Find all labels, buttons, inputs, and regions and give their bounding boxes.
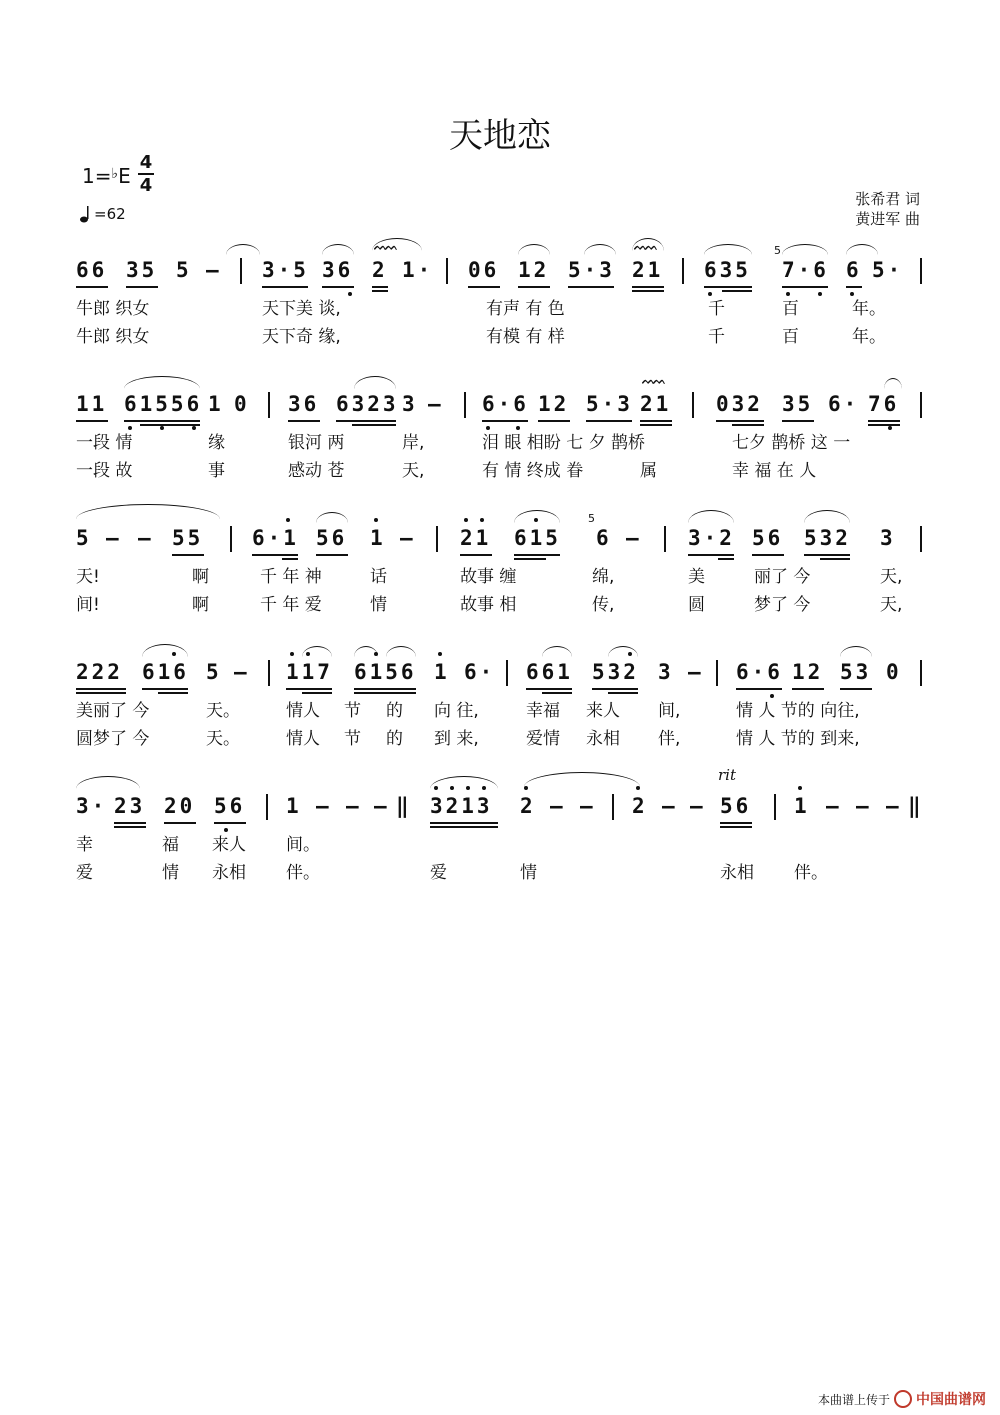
note-group: 5·3	[568, 258, 615, 282]
note-group: 615	[514, 526, 561, 550]
notation-line: 66 35 5 – 3·5 36 2 1· 06 12 5·3 21 635 7·6 6 5· ᨓᨓ ᨓᨓ 5	[76, 250, 926, 294]
barline	[716, 660, 718, 686]
quarter-note-icon	[80, 205, 90, 223]
barline	[268, 660, 270, 686]
note: 3	[880, 526, 896, 550]
note-group: 36	[322, 258, 354, 282]
note-group: 6156	[354, 660, 417, 684]
score-system-2	[76, 374, 926, 484]
composer-credit: 黄进军 曲	[855, 210, 920, 228]
dash: –	[550, 794, 566, 818]
dash: –	[346, 794, 362, 818]
note-group: 21	[640, 392, 672, 416]
barline	[268, 392, 270, 418]
note-group: 532	[592, 660, 639, 684]
lyricist-credit: 张希君 词	[855, 190, 920, 208]
site-brand-link[interactable]: 中国曲谱网	[916, 1392, 986, 1408]
note-group: 12	[538, 392, 570, 416]
note-group: 032	[716, 392, 763, 416]
barline	[682, 258, 684, 284]
score-system-4	[76, 652, 926, 752]
dash: –	[626, 526, 642, 550]
note: 5·	[872, 258, 904, 282]
barline	[692, 392, 694, 418]
note-group: 56	[316, 526, 348, 550]
note: 5	[206, 660, 222, 684]
score-system-3	[76, 512, 926, 618]
note: 6·	[828, 392, 860, 416]
score-system-1	[76, 240, 926, 350]
note-group: 61556	[124, 392, 203, 416]
ritardando-marking: rit	[718, 766, 736, 784]
note-group: 06	[468, 258, 500, 282]
barline	[266, 794, 268, 820]
dash: –	[234, 660, 250, 684]
barline	[612, 794, 614, 820]
note: 5	[176, 258, 192, 282]
lyric-line-verse-2: 圆梦了 今 天。 情人 节 的 到 来, 爱情 永相 伴, 情 人 节的 到来,	[76, 729, 860, 749]
dash: –	[316, 794, 332, 818]
note-group: 6·6	[736, 660, 783, 684]
note-group: 12	[792, 660, 824, 684]
note: 6	[596, 526, 612, 550]
note-group: 20	[164, 794, 196, 818]
note: 5	[76, 526, 92, 550]
note-group: 66	[76, 258, 108, 282]
site-logo-icon	[894, 1390, 912, 1408]
note-group: 3213	[430, 794, 493, 818]
dash: –	[690, 794, 706, 818]
note: 2	[632, 794, 648, 818]
note-group: 117	[286, 660, 333, 684]
barline	[436, 526, 438, 552]
note-group: 56	[720, 794, 752, 818]
note: 3·	[76, 794, 108, 818]
barline	[240, 258, 242, 284]
barline	[920, 660, 922, 686]
dash: –	[826, 794, 842, 818]
note-group: 23	[114, 794, 146, 818]
note-group: 35	[782, 392, 814, 416]
note-group: 6·6	[482, 392, 529, 416]
note-group: 53	[840, 660, 872, 684]
dash: –	[106, 526, 122, 550]
dash: –	[662, 794, 678, 818]
note-group: 3·5	[262, 258, 309, 282]
rest: 0	[234, 392, 250, 416]
note: 1	[434, 660, 450, 684]
notation-line	[76, 766, 926, 830]
lyric-line-verse-2: 一段 故 事 感动 苍 天, 有 情 终成 眷 属 幸 福 在 人	[76, 461, 817, 481]
dash: –	[886, 794, 902, 818]
song-title: 天地恋	[449, 116, 551, 156]
note-group: 3·2	[688, 526, 735, 550]
note-group: 55	[172, 526, 204, 550]
dash: –	[206, 258, 222, 282]
barline	[664, 526, 666, 552]
final-barline: ‖	[908, 794, 924, 818]
note-group: 56	[752, 526, 784, 550]
barline	[920, 392, 922, 418]
flat-sign: ♭	[111, 166, 119, 182]
note-group: 661	[526, 660, 573, 684]
note-group: 56	[214, 794, 246, 818]
note: 1·	[402, 258, 434, 282]
lyric-line-verse-1: 牛郎 织女 天下美 谈, 有声 有 色 千 百 年。	[76, 299, 886, 319]
note-group: 21	[460, 526, 492, 550]
note-group: 76	[868, 392, 900, 416]
note: 2	[520, 794, 536, 818]
note-group: 7·6	[782, 258, 829, 282]
note-group: 6323	[336, 392, 399, 416]
key-signature: 1=♭E	[82, 164, 131, 188]
dash: –	[580, 794, 596, 818]
note-group: 616	[142, 660, 189, 684]
dash: –	[374, 794, 390, 818]
barline	[506, 660, 508, 686]
note-group: 11	[76, 392, 108, 416]
barline	[446, 258, 448, 284]
dash: –	[688, 660, 704, 684]
dash: –	[856, 794, 872, 818]
note: 1	[370, 526, 386, 550]
barline	[920, 258, 922, 284]
note-group: 635	[704, 258, 751, 282]
lyric-line-verse-2: 牛郎 织女 天下奇 缘, 有模 有 样 千 百 年。	[76, 327, 886, 347]
dash: –	[400, 526, 416, 550]
lyric-line-verse-1: 天! 啊 千 年 神 话 故事 缠 绵, 美 丽了 今 天,	[76, 567, 903, 587]
note: 3	[658, 660, 674, 684]
note-group: 21	[632, 258, 664, 282]
dash: –	[138, 526, 154, 550]
note: 6	[846, 258, 862, 282]
note-group: 222	[76, 660, 123, 684]
note-group: 532	[804, 526, 851, 550]
dash: –	[428, 392, 444, 416]
notation-line	[76, 652, 926, 696]
note-group: 35	[126, 258, 158, 282]
barline	[230, 526, 232, 552]
lyric-line-verse-1: 一段 情 缘 银河 两 岸, 泪 眼 相盼 七 夕 鹊桥 七夕 鹊桥 这 一	[76, 433, 851, 453]
note: 1	[208, 392, 224, 416]
barline	[464, 392, 466, 418]
repeat-end-barline: ‖	[396, 794, 412, 818]
note-group: 6·1	[252, 526, 299, 550]
barline	[920, 526, 922, 552]
note-group: 5·3	[586, 392, 633, 416]
lyric-line-verse-2: 间! 啊 千 年 爱 情 故事 相 传, 圆 梦了 今 天,	[76, 595, 903, 615]
note-group: 12	[518, 258, 550, 282]
footer-text: 本曲谱上传于	[817, 1392, 890, 1407]
site-footer	[818, 1389, 986, 1409]
note: 3	[402, 392, 418, 416]
note-group: 36	[288, 392, 320, 416]
note: 1	[286, 794, 302, 818]
note: 6·	[464, 660, 496, 684]
time-signature: 4 4	[139, 152, 153, 196]
rest: 0	[886, 660, 902, 684]
lyric-line-verse-2: 爱 情 永相 伴。 爱 情 永相 伴。	[76, 863, 828, 883]
tempo-marking: =62	[80, 205, 126, 223]
note: 2	[372, 258, 388, 282]
barline	[774, 794, 776, 820]
lyric-line-verse-1: 美丽了 今 天。 情人 节 的 向 往, 幸福 来人 间, 情 人 节的 向往,	[76, 701, 860, 721]
notation-line: 5 – – 55 6·1 56 1 – 21 615 6 – 3·2 56 532 3 5	[76, 518, 926, 562]
notation-line: 11 61556 1 0 36 6323 3 – 6·6 12 5·3 21 032 35 6· 76 ᨓᨓ	[76, 384, 926, 428]
note: 1	[794, 794, 810, 818]
score-system-5	[76, 766, 926, 886]
lyric-line-verse-1: 幸 福 来人 间。	[76, 835, 320, 855]
